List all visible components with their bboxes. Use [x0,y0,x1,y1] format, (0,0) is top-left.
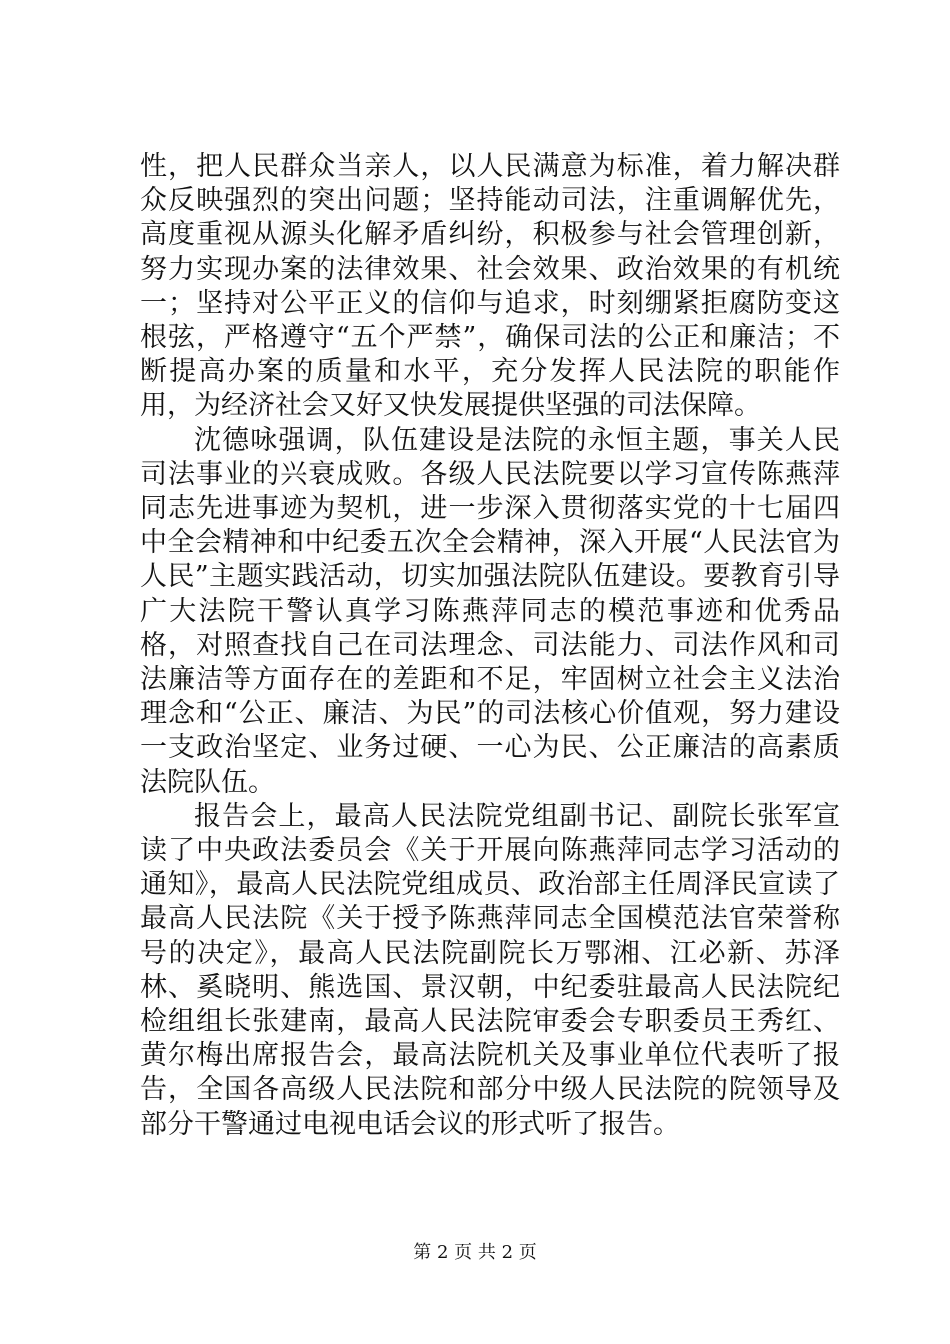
paragraph-1: 性，把人民群众当亲人，以人民满意为标准，着力解决群众反映强烈的突出问题；坚持能动司法，注重调解优先，高度重视从源头化解矛盾纠纷，积极参与社会管理创新，努力实现办案的法律效果、社会效果、政治效果的有机统一；坚持对公平正义的信仰与追求，时刻绷紧拒腐防变这根弦，严格遵守“五个严禁”，确保司法的公正和廉洁；不断提高办案的质量和水平，充分发挥人民法院的职能作用，为经济社会又好又快发展提供坚强的司法保障。 [140,151,840,422]
page-number-footer: 第 2 页 共 2 页 [413,1242,537,1263]
paragraph-3: 报告会上，最高人民法院党组副书记、副院长张军宣读了中央政法委员会《关于开展向陈燕萍同志学习活动的通知》，最高人民法院党组成员、政治部主任周泽民宣读了最高人民法院《关于授予陈燕萍同志全国模范法官荣誉称号的决定》，最高人民法院副院长万鄂湘、江必新、苏泽林、奚晓明、熊选国、景汉朝，中纪委驻最高人民法院纪检组组长张建南，最高人民法院审委会专职委员王秀红、黄尔梅出席报告会，最高法院机关及事业单位代表听了报告，全国各高级人民法院和部分中级人民法院的院领导及部分干警通过电视电话会议的形式听了报告。 [140,800,840,1140]
paragraph-2: 沈德咏强调，队伍建设是法院的永恒主题，事关人民司法事业的兴衰成败。各级人民法院要以学习宣传陈燕萍同志先进事迹为契机，进一步深入贯彻落实党的十七届四中全会精神和中纪委五次全会精神，深入开展“人民法官为人民”主题实践活动，切实加强法院队伍建设。要教育引导广大法院干警认真学习陈燕萍同志的模范事迹和优秀品格，对照查找自己在司法理念、司法能力、司法作风和司法廉洁等方面存在的差距和不足，牢固树立社会主义法治理念和“公正、廉洁、为民”的司法核心价值观，努力建设一支政治坚定、业务过硬、一心为民、公正廉洁的高素质法院队伍。 [140,424,840,798]
document-body [140,150,840,1142]
